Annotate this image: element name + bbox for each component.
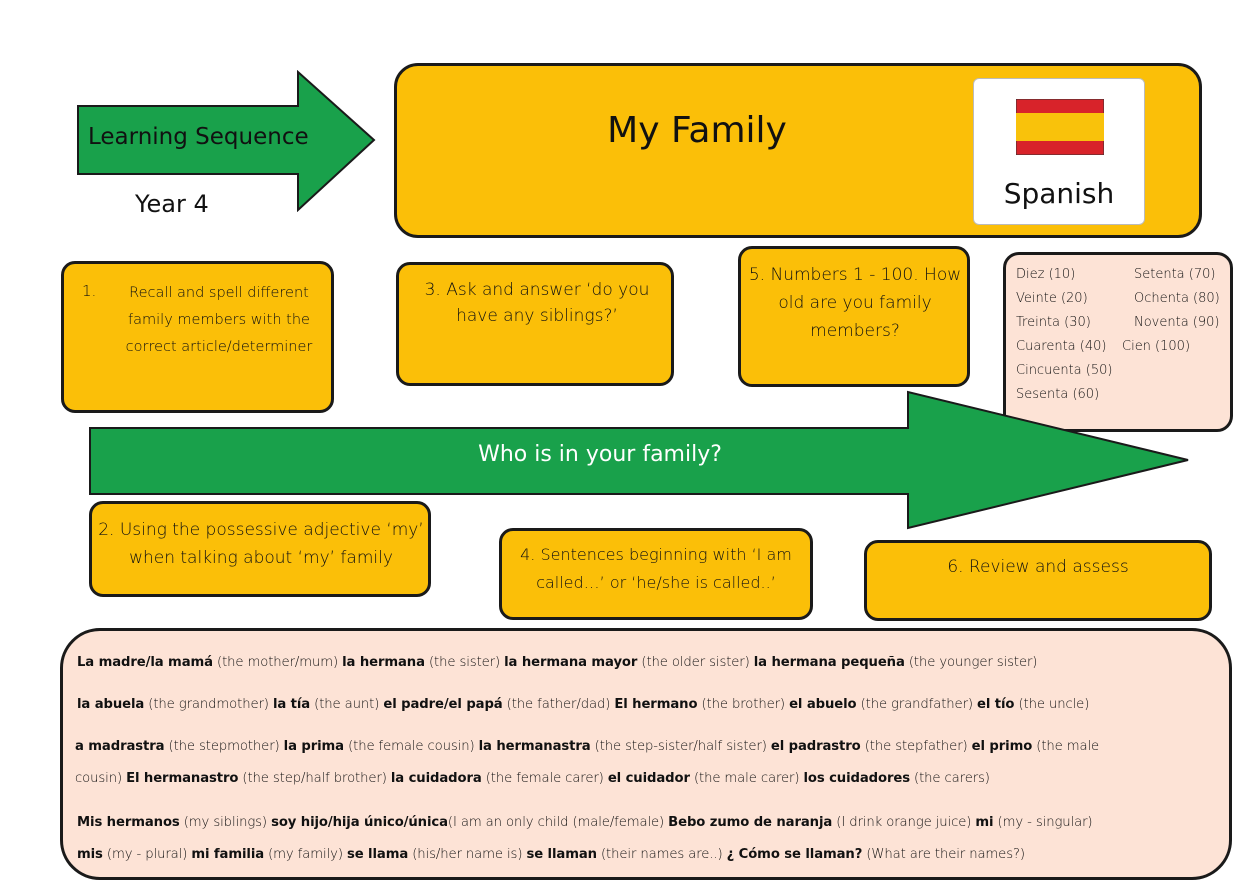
vocab-term: la hermanastra xyxy=(478,739,591,754)
step-5-text: 5. Numbers 1 - 100. How old are you family members? xyxy=(748,265,962,341)
vocab-term: los cuidadores xyxy=(803,771,910,786)
vocab-term: La madre/la mamá xyxy=(77,655,213,670)
number-setenta: Setenta (70) xyxy=(1134,267,1216,282)
vocab-translation: (the stepfather) xyxy=(860,739,972,754)
vocab-term: el padre/el papá xyxy=(383,697,503,712)
vocab-line xyxy=(77,847,1025,862)
number-cincuenta: Cincuenta (50) xyxy=(1016,363,1113,378)
spain-flag-icon xyxy=(1016,99,1104,155)
vocab-translation: (the sister) xyxy=(424,655,505,670)
number-sesenta: Sesenta (60) xyxy=(1016,387,1100,402)
vocab-translation: (the male xyxy=(1032,739,1100,754)
vocab-translation: (my - singular) xyxy=(993,815,1093,830)
number-noventa: Noventa (90) xyxy=(1134,315,1220,330)
step-1-number: 1. xyxy=(82,282,97,300)
vocab-translation: (the father/dad) xyxy=(502,697,615,712)
vocab-translation: (What are their names?) xyxy=(862,847,1025,862)
vocab-line xyxy=(75,771,990,786)
vocab-translation: (the aunt) xyxy=(310,697,384,712)
vocab-translation: (my - plural) xyxy=(102,847,192,862)
vocab-translation: (the carers) xyxy=(909,771,990,786)
vocab-term: la prima xyxy=(283,739,344,754)
vocab-term: el abuelo xyxy=(789,697,857,712)
vocab-term: El hermanastro xyxy=(126,771,239,786)
vocab-line xyxy=(77,697,1089,712)
year-label: Year 4 xyxy=(135,190,209,218)
step-5-box xyxy=(738,246,970,387)
title-box xyxy=(394,63,1202,238)
vocab-translation: (the mother/mum) xyxy=(212,655,343,670)
vocab-term: la tía xyxy=(272,697,311,712)
step-4-box xyxy=(499,528,813,620)
vocab-term: a madrastra xyxy=(75,739,165,754)
vocab-translation: (I drink orange juice) xyxy=(832,815,976,830)
vocab-translation: cousin) xyxy=(75,771,127,786)
vocab-term: mi xyxy=(975,815,994,830)
vocab-translation: (I am an only child (male/female) xyxy=(447,815,669,830)
vocab-term: la abuela xyxy=(77,697,145,712)
vocab-term: la hermana xyxy=(342,655,425,670)
step-6-text: 6. Review and assess xyxy=(947,557,1129,577)
vocab-translation: (his/her name is) xyxy=(408,847,527,862)
vocab-translation: (the grandfather) xyxy=(856,697,978,712)
vocab-term: se llama xyxy=(346,847,409,862)
vocab-translation: (the older sister) xyxy=(637,655,754,670)
page-title: My Family xyxy=(607,110,787,151)
vocab-line xyxy=(77,815,1092,830)
vocab-term: se llaman xyxy=(526,847,597,862)
vocab-line xyxy=(77,655,1037,670)
vocab-translation: (the male carer) xyxy=(689,771,804,786)
step-1-text: Recall and spell different family members with the correct article/determiner xyxy=(125,285,313,355)
number-treinta: Treinta (30) xyxy=(1016,315,1091,330)
vocab-term: el padrastro xyxy=(770,739,861,754)
vocab-translation: (the female carer) xyxy=(481,771,608,786)
step-4-text: 4. Sentences beginning with ‘I am called…’ or ‘he/she is called..’ xyxy=(520,545,792,592)
vocab-term: mi familia xyxy=(191,847,265,862)
number-diez: Diez (10) xyxy=(1016,267,1076,282)
vocab-translation: (the step/half brother) xyxy=(238,771,391,786)
step-2-box xyxy=(89,501,431,597)
number-cien: Cien (100) xyxy=(1122,339,1191,354)
vocab-term: soy hijo/hija único/única xyxy=(271,815,448,830)
vocab-term: Bebo zumo de naranja xyxy=(668,815,833,830)
vocab-translation: (the stepmother) xyxy=(164,739,284,754)
vocab-translation: (the grandmother) xyxy=(144,697,273,712)
step-3-text: 3. Ask and answer ‘do you have any siblings?’ xyxy=(424,280,650,326)
banner-question: Who is in your family? xyxy=(478,442,722,467)
vocab-term: El hermano xyxy=(614,697,698,712)
vocab-term: la cuidadora xyxy=(390,771,482,786)
vocab-term: mis xyxy=(77,847,103,862)
vocab-term: el cuidador xyxy=(607,771,690,786)
number-cuarenta: Cuarenta (40) xyxy=(1016,339,1107,354)
vocab-term: el tío xyxy=(977,697,1015,712)
number-veinte: Veinte (20) xyxy=(1016,291,1088,306)
vocab-translation: (my family) xyxy=(264,847,347,862)
step-2-text: 2. Using the possessive adjective ‘my’ when talking about ‘my’ family xyxy=(98,520,424,568)
language-card xyxy=(973,78,1145,225)
vocab-line xyxy=(75,739,1099,754)
vocab-translation: (my siblings) xyxy=(179,815,272,830)
vocab-translation: (the brother) xyxy=(697,697,790,712)
step-3-box xyxy=(396,262,674,386)
vocab-term: ¿ Cómo se llaman? xyxy=(726,847,863,862)
vocab-term: Mis hermanos xyxy=(77,815,180,830)
language-label: Spanish xyxy=(1003,177,1115,210)
vocab-translation: (the uncle) xyxy=(1014,697,1090,712)
vocab-term: el primo xyxy=(971,739,1033,754)
vocab-translation: (the female cousin) xyxy=(343,739,479,754)
vocab-term: la hermana pequeña xyxy=(753,655,905,670)
vocab-translation: (the step-sister/half sister) xyxy=(590,739,771,754)
number-ochenta: Ochenta (80) xyxy=(1134,291,1220,306)
learning-sequence-label: Learning Sequence xyxy=(88,124,309,150)
vocabulary-panel xyxy=(60,628,1232,880)
vocab-term: la hermana mayor xyxy=(504,655,638,670)
vocab-translation: (the younger sister) xyxy=(904,655,1038,670)
vocab-translation: (their names are..) xyxy=(596,847,727,862)
step-6-box xyxy=(864,540,1212,621)
